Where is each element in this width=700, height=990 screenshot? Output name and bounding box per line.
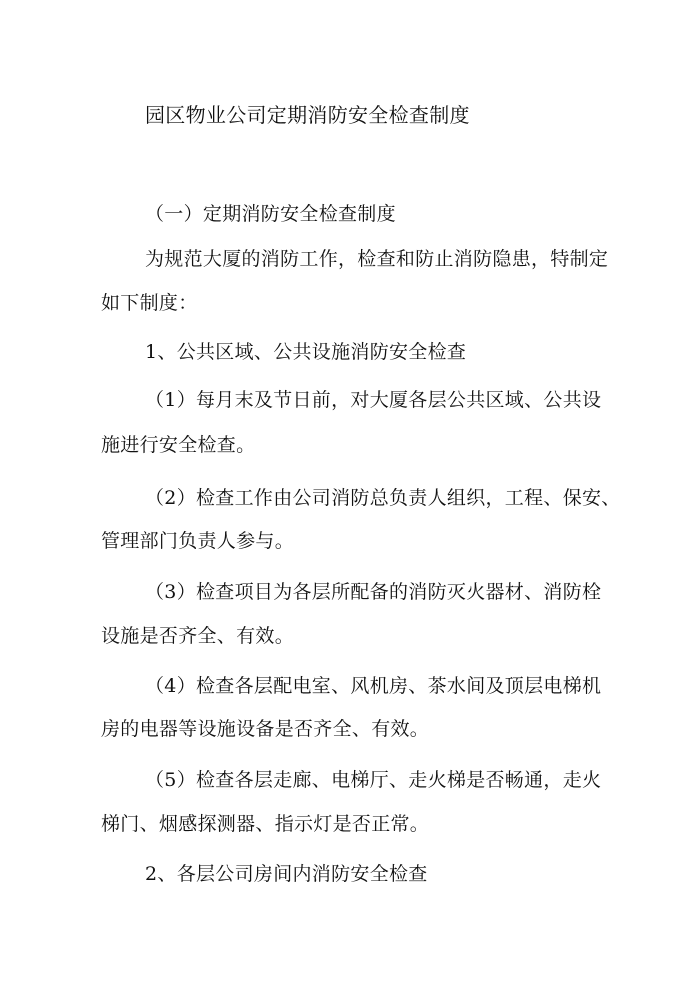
subitem-4-line-2: 房的电器等设施设备是否齐全、有效。 xyxy=(101,718,430,740)
subitem-5-line-1: （5）检查各层走廊、电梯厅、走火梯是否畅通，走火 xyxy=(145,769,602,791)
subitem-1-line-1: （1）每月末及节日前，对大厦各层公共区域、公共设 xyxy=(145,389,602,411)
document-title: 园区物业公司定期消防安全检查制度 xyxy=(145,103,470,127)
intro-paragraph-line-2: 如下制度： xyxy=(101,292,198,314)
section-heading: （一）定期消防安全检查制度 xyxy=(145,203,396,225)
subitem-2-line-2: 管理部门负责人参与。 xyxy=(101,530,295,552)
subitem-2-line-1: （2）检查工作由公司消防总负责人组织，工程、保安、 xyxy=(145,487,621,509)
subitem-3-line-1: （3）检查项目为各层所配备的消防灭火器材、消防栓 xyxy=(145,581,602,603)
subitem-3-line-2: 设施是否齐全、有效。 xyxy=(101,625,295,647)
item-1-heading: 1、公共区域、公共设施消防安全检查 xyxy=(145,341,467,363)
item-2-heading: 2、各层公司房间内消防安全检查 xyxy=(145,863,428,885)
subitem-5-line-2: 梯门、烟感探测器、指示灯是否正常。 xyxy=(101,813,430,835)
subitem-4-line-1: （4）检查各层配电室、风机房、茶水间及顶层电梯机 xyxy=(145,675,602,697)
subitem-1-line-2: 施进行安全检查。 xyxy=(101,434,256,456)
intro-paragraph-line-1: 为规范大厦的消防工作，检查和防止消防隐患，特制定 xyxy=(145,248,609,270)
